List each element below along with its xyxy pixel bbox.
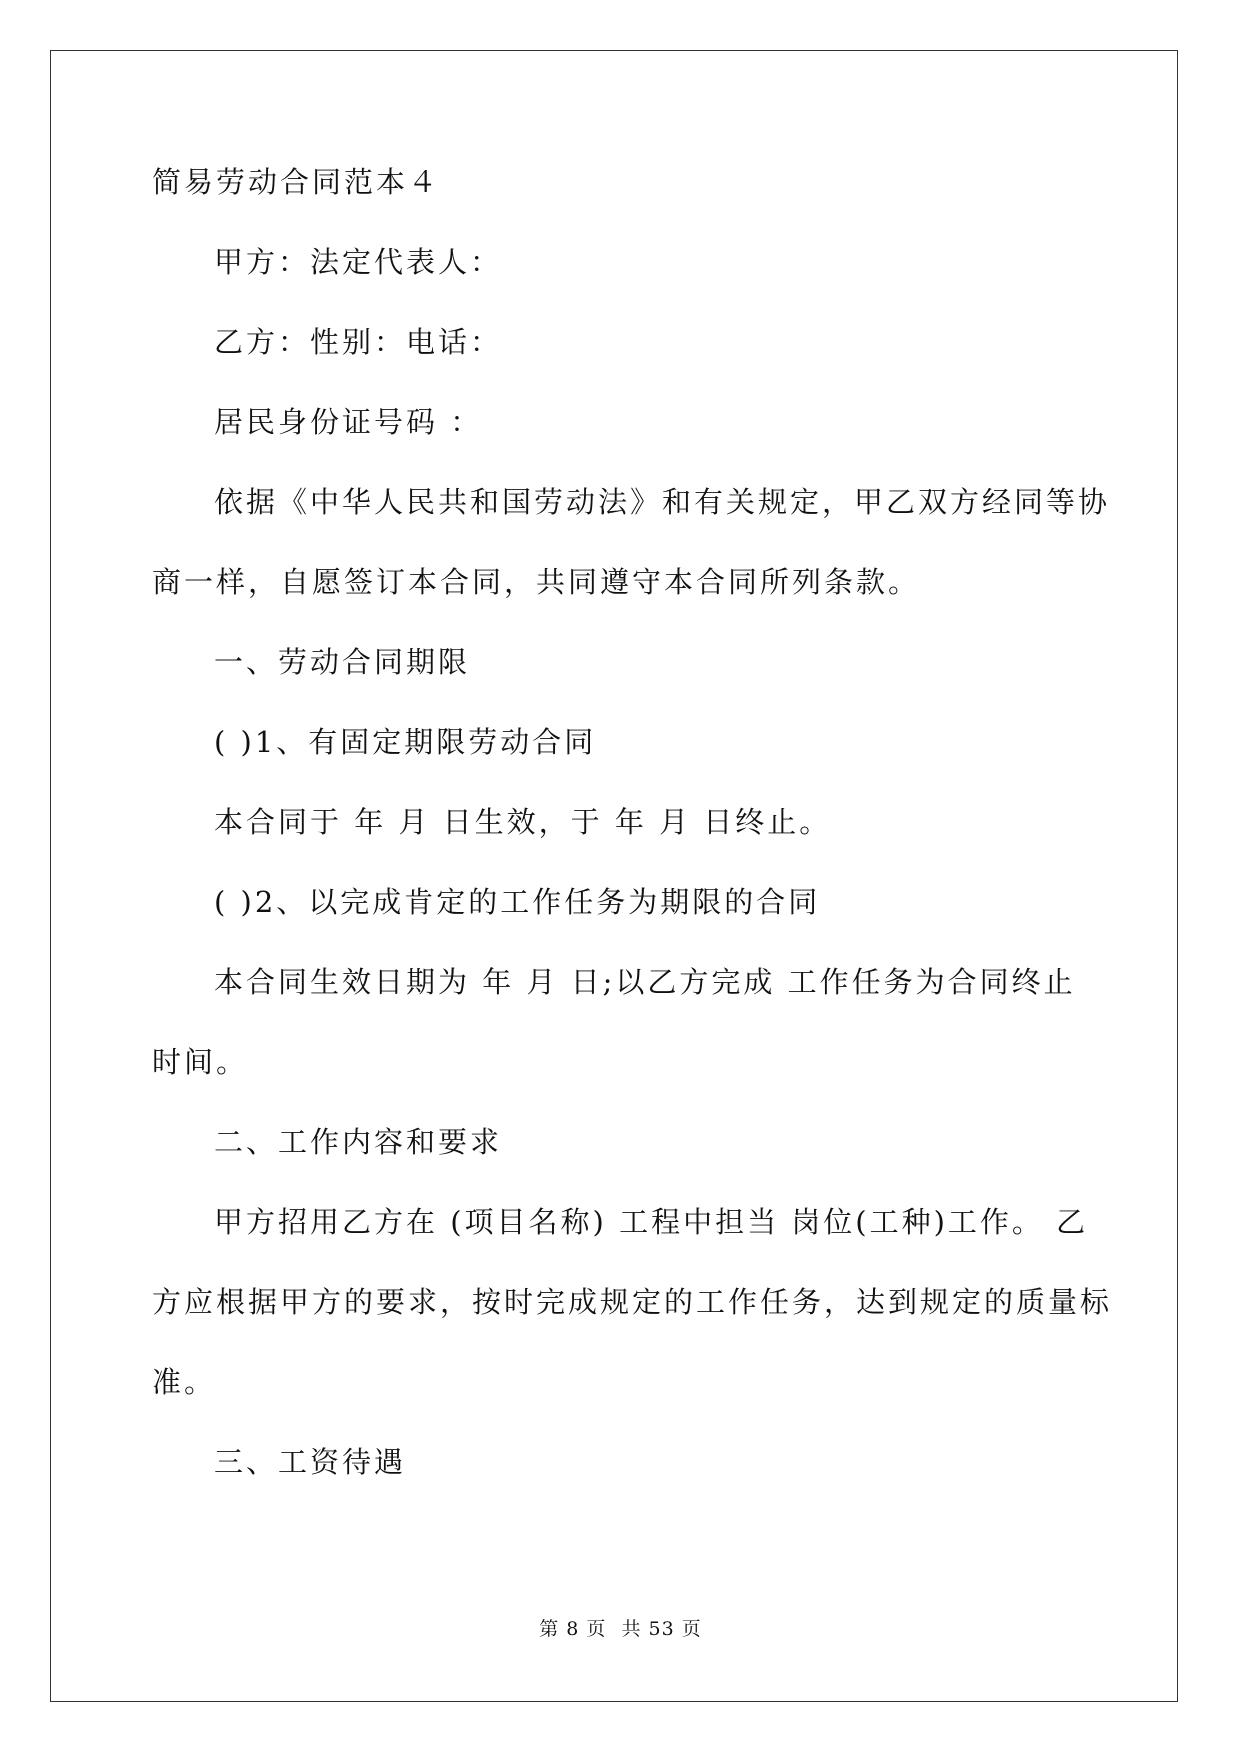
paragraph-task-term-dates-line2: 时间。: [152, 1045, 249, 1079]
paragraph-task-term: ( )2、以完成肯定的工作任务为期限的合同: [214, 885, 821, 919]
paragraph-work-line1: 甲方招用乙方在 (项目名称) 工程中担当 岗位(工种)工作。 乙: [214, 1205, 1089, 1239]
page-number: 第 8 页: [539, 1618, 607, 1640]
paragraph-preamble-line2: 商一样，自愿签订本合同，共同遵守本合同所列条款。: [152, 565, 921, 599]
paragraph-id-number: 居民身份证号码 ：: [214, 405, 483, 439]
document-title: 简易劳动合同范本４: [152, 165, 441, 199]
paragraph-fixed-term-dates: 本合同于 年 月 日生效，于 年 月 日终止。: [214, 805, 832, 839]
section-heading-term: 一、劳动合同期限: [214, 645, 471, 679]
paragraph-work-line3: 准。: [152, 1365, 217, 1399]
paragraph-party-b: 乙方：性别：电话：: [214, 325, 503, 359]
section-heading-wages: 三、工资待遇: [214, 1445, 407, 1479]
section-heading-work: 二、工作内容和要求: [214, 1125, 503, 1159]
paragraph-party-a: 甲方：法定代表人：: [214, 245, 503, 279]
total-pages: 共 53 页: [621, 1618, 702, 1640]
paragraph-fixed-term: ( )1、有固定期限劳动合同: [214, 725, 597, 759]
paragraph-task-term-dates-line1: 本合同生效日期为 年 月 日;以乙方完成 工作任务为合同终止: [214, 965, 1076, 999]
paragraph-work-line2: 方应根据甲方的要求，按时完成规定的工作任务，达到规定的质量标: [152, 1285, 1113, 1319]
paragraph-preamble-line1: 依据《中华人民共和国劳动法》和有关规定，甲乙双方经同等协: [214, 485, 1111, 519]
page-footer: [0, 1614, 1241, 1641]
